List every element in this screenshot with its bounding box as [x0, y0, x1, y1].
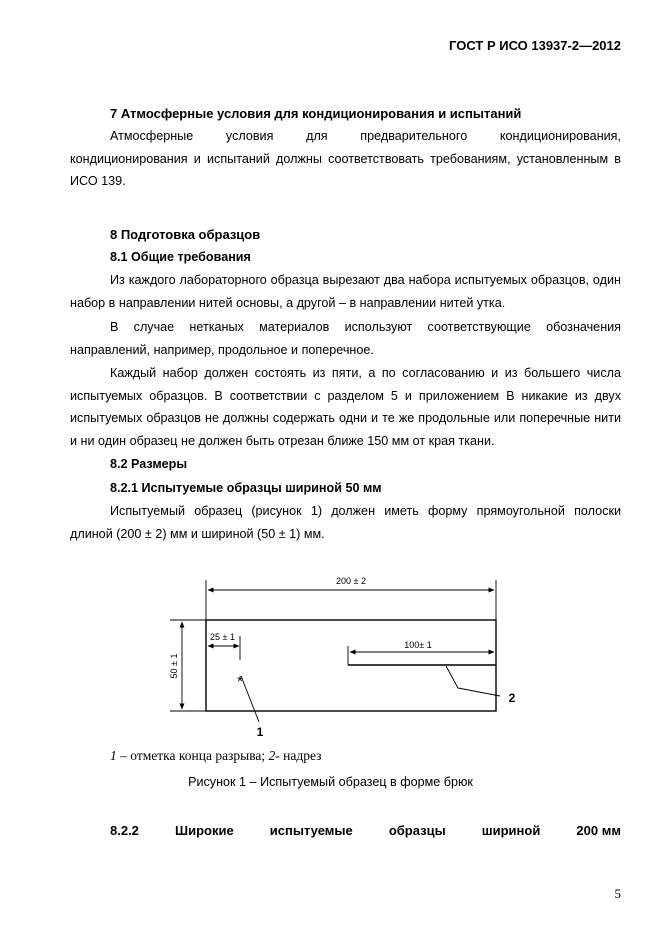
mark-dimension-label: 25 ± 1 — [210, 632, 235, 642]
paragraph-4-text: Испытуемый образец (рисунок 1) должен иметь форму прямоугольной полоски длиной (200 ± 2) мм и шириной (50 ± 1) мм. — [70, 504, 621, 541]
document-header: ГОСТ Р ИСО 13937-2—2012 — [449, 38, 621, 53]
section-8-2-1-title: 8.2.1 Испытуемые образцы шириной 50 мм — [110, 481, 382, 495]
callout-2-leader — [458, 688, 500, 696]
legend-text-2: - надрез — [275, 748, 322, 763]
paragraph-1 — [70, 269, 621, 314]
section-7-text-content: Атмосферные условия для предварительного кондиционирования, кондиционирования и испытаний должны соответствовать требованиям, установленным в ИСО 139. — [70, 129, 621, 188]
figure-legend — [110, 748, 321, 764]
paragraph-2 — [70, 316, 621, 361]
callout-1-label: 1 — [256, 725, 264, 739]
page-number: 5 — [614, 886, 621, 901]
section-7-title: 7 Атмосферные условия для кондиционирования и испытаний — [110, 106, 522, 121]
paragraph-3-text: Каждый набор должен состоять из пяти, а по согласованию и из большего числа испытуемых образцов. В соответствии с разделом 5 и приложением В никакие из двух испытуемых образцов не должны содержать одни и те же продольные или поперечные нити и ни один образец не должен быть отрезан ближе 150 мм от края ткани. — [70, 366, 621, 448]
section-7-text — [70, 125, 621, 193]
width-dimension-label: 50 ± 1 — [169, 653, 179, 679]
section-8-2-2-word: 200 мм — [576, 823, 621, 838]
section-8-2-2-word: 8.2.2 — [110, 823, 139, 838]
figure-caption: Рисунок 1 – Испытуемый образец в форме брюк — [188, 775, 473, 789]
callout-2-label: 2 — [508, 691, 516, 705]
break-mark-symbol: * — [237, 673, 243, 690]
section-8-2-2-word: Широкие — [175, 823, 234, 838]
section-8-2-2-word: шириной — [481, 823, 541, 838]
legend-number-2: 2 — [268, 748, 276, 763]
callout-1-leader — [241, 676, 259, 722]
paragraph-3 — [70, 362, 621, 452]
section-8-2-title: 8.2 Размеры — [110, 457, 188, 471]
section-8-2-2-word: испытуемые — [269, 823, 353, 838]
paragraph-1-text: Из каждого лабораторного образца вырезают два набора испытуемых образцов, один набор в направлении нитей основы, а другой – в направлении нитей утка. — [70, 273, 621, 310]
length-dimension-label: 200 ± 2 — [336, 576, 366, 586]
paragraph-4 — [70, 500, 621, 545]
legend-number-1: 1 — [110, 748, 117, 763]
section-8-2-2-title — [110, 823, 621, 838]
section-8-title: 8 Подготовка образцов — [110, 227, 261, 242]
figure-trouser-specimen — [160, 560, 540, 740]
section-8-1-title: 8.1 Общие требования — [110, 250, 251, 264]
slit-dimension-label: 100± 1 — [404, 640, 432, 650]
legend-text-1: – отметка конца разрыва; — [116, 748, 269, 763]
section-8-2-2-word: образцы — [388, 823, 446, 838]
paragraph-2-text: В случае нетканых материалов используют соответствующие обозначения направлений, например, продольное и поперечное. — [70, 320, 621, 357]
